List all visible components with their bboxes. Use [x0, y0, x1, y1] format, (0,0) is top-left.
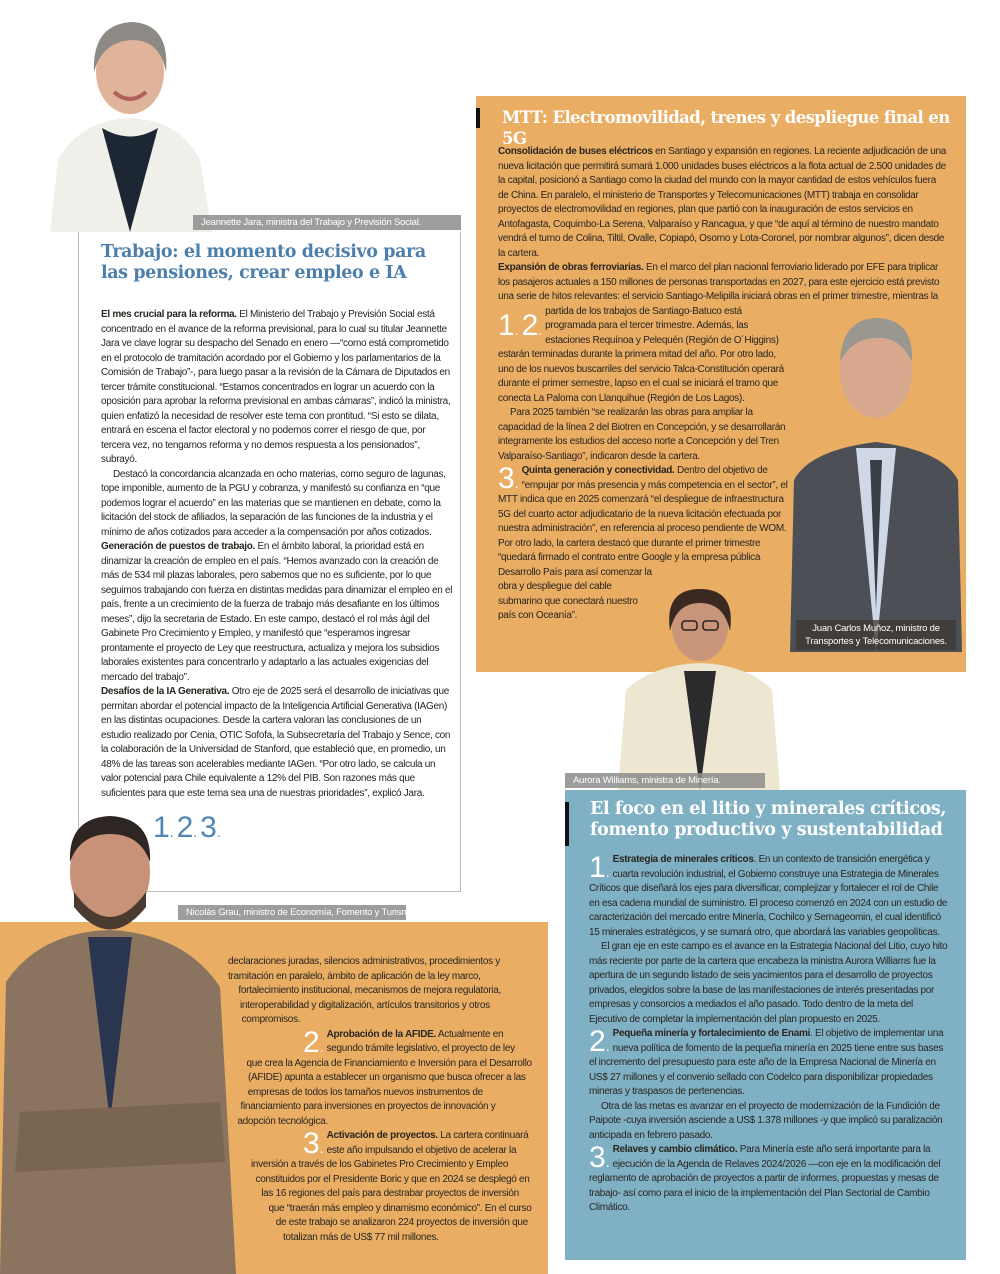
economia-body	[228, 955, 533, 1255]
mineria-body	[589, 853, 949, 1216]
economia-item-2: 2 . Aprobación de la AFIDE. Actualmente en segundo trámite legislativo, el proyecto de ley que crea la Agencia de Financiamiento e Inversión para el Desarrollo (AFIDE) apunta a establecer un organismo que busca ofrecer a las empresas de todos los tamaños nuevos instrumentos de financiamiento para inversiones en proyectos de innovación y adopción tecnológica.	[228, 1028, 533, 1130]
juan-carlos-munoz-photo	[790, 310, 962, 652]
trabajo-article	[78, 232, 461, 892]
economia-item-3: 3 . Activación de proyectos. La cartera continuará este año impulsando el objetivo de acelerar la inversión a través de los Gabinetes Pro Crecimiento y Empleo constituidos por el Presidente Boric y que en 2024 se desplegó en las 16 regiones del país para destrabar proyectos de inversión que “traerán más empleo y dinamismo económico”. En el curso de este trabajo se analizaron 224 proyectos de inversión que totalizan más de US$ 77 mil millones.	[228, 1129, 533, 1245]
mineria-article	[565, 790, 966, 1260]
economia-intro: declaraciones juradas, silencios administrativos, procedimientos y tramitación en paralelo, ámbito de aplicación de la ley marco, fortalecimiento institucional, mecanismos de mejora regulatoria, interoperabilidad y digitalización, artículos transitorios y otros compromisos.	[228, 956, 501, 1025]
aurora-williams-photo	[612, 585, 787, 790]
mtt-headline: MTT: Electromovilidad, trenes y despliegue final en 5G	[502, 108, 950, 148]
trabajo-headline: Trabajo: el momento decisivo para las pensiones, crear empleo e IA	[101, 242, 426, 283]
mineria-item-3: 3 . Relaves y cambio climático. Para Minería este año será importante para la ejecución de la Agenda de Relaves 2024/2026 —con eje en la modificación del reglamento de aprobación de proyectos a partir de informes, propuestas y mesas de trabajo- así como para el inicio de la implementación del Plan Sectorial de Cambio Climático.	[589, 1143, 949, 1216]
mtt-paragraph: Para 2025 también “se realizarán las obras para ampliar la capacidad de la línea 2 del Biotren en Concepción, y se desarrollarán integramente los estudios del acceso norte a Concepción y del Tren Valparaíso-Santiago”, indicaron desde la cartera.	[498, 407, 786, 462]
trabajo-paragraph: Destacó la concordancia alcanzada en ocho materias, como seguro de lagunas, tope imponible, aumento de la PGU y cobranza, y manifestó su confianza en “que podemos lograr el acuerdo” en las materias que se mantienen en debate, como la licitación del stock de afiliados, la separación de las funciones de la industria y el mínimo de años cotizados para acceder a la compensación por años cotizados.	[101, 468, 446, 538]
jara-caption: Jeannette Jara, ministra del Trabajo y Previsión Social.	[193, 215, 461, 230]
headline-bar	[476, 108, 480, 128]
trabajo-body	[101, 308, 453, 883]
mineria-item-2: 2 . Pequeña minería y fortalecimiento de Enami. El objetivo de implementar una nueva política de fomento de la pequeña minería en 2025 tiene entre sus bases el incremento del presupuesto para este año de la Empresa Nacional de Minería en US$ 27 millones y el convenio sellado con Codelco para disponibilizar propiedades mineras y traspasos de pertenencias.	[589, 1027, 949, 1100]
mineria-headline: El foco en el litio y minerales críticos, fomento productivo y sustentabilidad	[590, 799, 947, 840]
nicolas-grau-photo	[0, 812, 240, 1274]
trabajo-item-2: 2 . Generación de puestos de trabajo. En el ámbito laboral, la prioridad está en dinamizar la creación de empleo en el país. “Hemos avanzado con la creación de más de 534 mil plazas laborales, pero sabemos que no es suficiente, por lo que seguimos trabajando con fuerza en distintas medidas para dinamizar el empleo en el país, frente a un crecimiento de la fuerza de trabajo más desafiante en los últimos meses”, dijo la secretaria de Estado. En este campo, destacó el rol más ágil del Gabinete Pro Crecimiento y Empleo, y manifestó que “esperamos ingresar prontamente el proyecto de Ley que reestructura, actualiza y mejora los subsidios laborales existentes para concentrarlo y adaptarlo a las actuales exigencias del mercado del trabajo”.	[101, 540, 453, 685]
mineria-item-1: 1 . Estrategia de minerales críticos. En un contexto de transición energética y cuarta revolución industrial, el Gobierno construye una Estrategia de Minerales Críticos que diseñará los ejes para diversificar, complejizar y fortalecer el rol de Chile en esa cadena mundial de suministro. El proceso comenzó en 2024 con un estudio de caracterización del mercado entre Minería, Cochilco y Sernageomin, el cual identificó 15 minerales estratégicos, y se sumará otro, que abordará las variables geopolíticas.	[589, 853, 949, 940]
mineria-paragraph: El gran eje en este campo es el avance en la Estrategia Nacional del Litio, cuyo hito más reciente por parte de la cartera que encabeza la ministra Aurora Williams fue la apertura de un segundo listado de seis yacimientos para el desarrollo de proyectos privados, elegidos sobre la base de las manifestaciones de interés presentadas por empresas y consorcios a mediados el año pasado. Todo dentro de la meta del Ejecutivo de completar la implementación del plan propuesto en 2025.	[589, 941, 948, 1025]
mtt-item-2: 2 . Expansión de obras ferroviarias. En el marco del plan nacional ferroviario liderado por EFE para triplicar los pasajeros actuales a 150 millones de personas transportadas en 2027, para este ejercicio está previsto una serie de hitos relevantes: el servicio Santiago-Melipilla iniciará obras en el primer trimestre, mientras la partida de los trabajos de Santiago-Batuco está programada para el tercer trimestre. Además, las estaciones Requínoa y Pelequén (Región de O´Higgins) estarán terminadas durante la primera mitad del año. Por otro lado, uno de los nuevos buscarriles del servicio Talca-Constitución operará durante el primer semestre, lapso en el cual se iniciará el tramo que conecta La Paloma con Llanquihue (Región de Los Lagos).	[498, 261, 948, 406]
munoz-caption: Juan Carlos Muñoz, ministro de Transportes y Telecomunicaciones.	[796, 620, 956, 650]
headline-bar	[565, 802, 569, 846]
trabajo-item-1: 1 . El mes crucial para la reforma. El Ministerio del Trabajo y Previsión Social está concentrado en el avance de la reforma previsional, para lo cual su titular Jeannette Jara ve clave lograr su despacho del Senado en enero —“como está comprometido en el protocolo de tramitación acordado por el Gobierno y los parlamentarios de la Comisión de Trabajo”-, para luego pasar a la revisión de la Cámara de Diputados en tercer trámite constitucional. “Estamos concentrados en lograr un acuerdo con la oposición para aprobar la reforma previsional en ambas cámaras”, indicó la ministra, quien enfatizó la necesidad de resolver este tema con prontitud. “Si esto se dilata, entrará en escena el factor electoral y no podemos correr el riesgo de que, por tercera vez, no tengamos reforma y no demos respuesta a los pensionados”, subrayó.	[101, 308, 453, 468]
jeannette-jara-photo	[40, 10, 220, 232]
williams-caption: Aurora Williams, ministra de Minería.	[565, 773, 765, 788]
mtt-item-1: 1 . Consolidación de buses eléctricos en Santiago y expansión en regiones. La reciente adjudicación de una nueva licitación que permitirá sumará 1.000 unidades buses eléctricos a la flota actual de 2.500 unidades de la capital, posicionó a Santiago como la ciudad del mundo con la mayor cantidad de estos vehículos fuera de China. En paralelo, el ministerio de Transportes y Telecomunicaciones (MTT) trabaja en consolidar proyectos de electromovilidad en regiones, plan que partió con la inauguración de estos servicios en Antofagasta, Coquimbo-La Serena, Valparaíso y Rancagua, y que “de aquí al término de nuestro mandato vendrá el turno de Colina, Tiltil, Ovalle, Copiapó, Osorno y Lota-Coronel, por nombrar algunos”, dicen desde la cartera.	[498, 145, 948, 261]
trabajo-item-3: 3 . Desafíos de la IA Generativa. Otro eje de 2025 será el desarrollo de iniciativas que permitan abordar el potencial impacto de la Inteligencia Artificial Generativa (IAGen) en las distintas ocupaciones. Desde la cartera valoran las conclusiones de un estudio realizado por Cenia, OTIC Sofofa, la Subsecretaría del Trabajo y Sence, con la colaboración de la Universidad de Stanford, que estableció que, en promedio, un 48% de las tareas son acelerables mediante IAGen. “Por otro lado, se calcula un valor potencial para Chile equivalente a 12% del PIB. Son razones más que suficientes para que este tema sea una de nuestras prioridades”, explicó Jara.	[101, 685, 453, 801]
mtt-item-3: 3 . Quinta generación y conectividad. Dentro del objetivo de “empujar por más presencia y más competencia en el sector”, el MTT indica que en 2025 comenzará “el despliegue de infraestructura 5G del cuarto actor adjudicatario de la nueva licitación efectuada por nuestra administración”, en referencia al proceso pendiente de WOM. Por otro lado, la cartera destacó que durante el primer trimestre “quedará firmado el contrato entre Google y la empresa pública Desarrollo País para así comenzar la obra y despliegue del cable submarino que conectará nuestro país con Oceanía”.	[498, 464, 948, 624]
grau-caption: Nicolás Grau, ministro de Economía, Fomento y Turismo.	[178, 905, 406, 920]
mineria-paragraph: Otra de las metas es avanzar en el proyecto de modernización de la Fundición de Paipote -cuya inversión asciende a US$ 1.378 millones -y que implicó su paralización anticipada en febrero pasado.	[589, 1100, 943, 1141]
